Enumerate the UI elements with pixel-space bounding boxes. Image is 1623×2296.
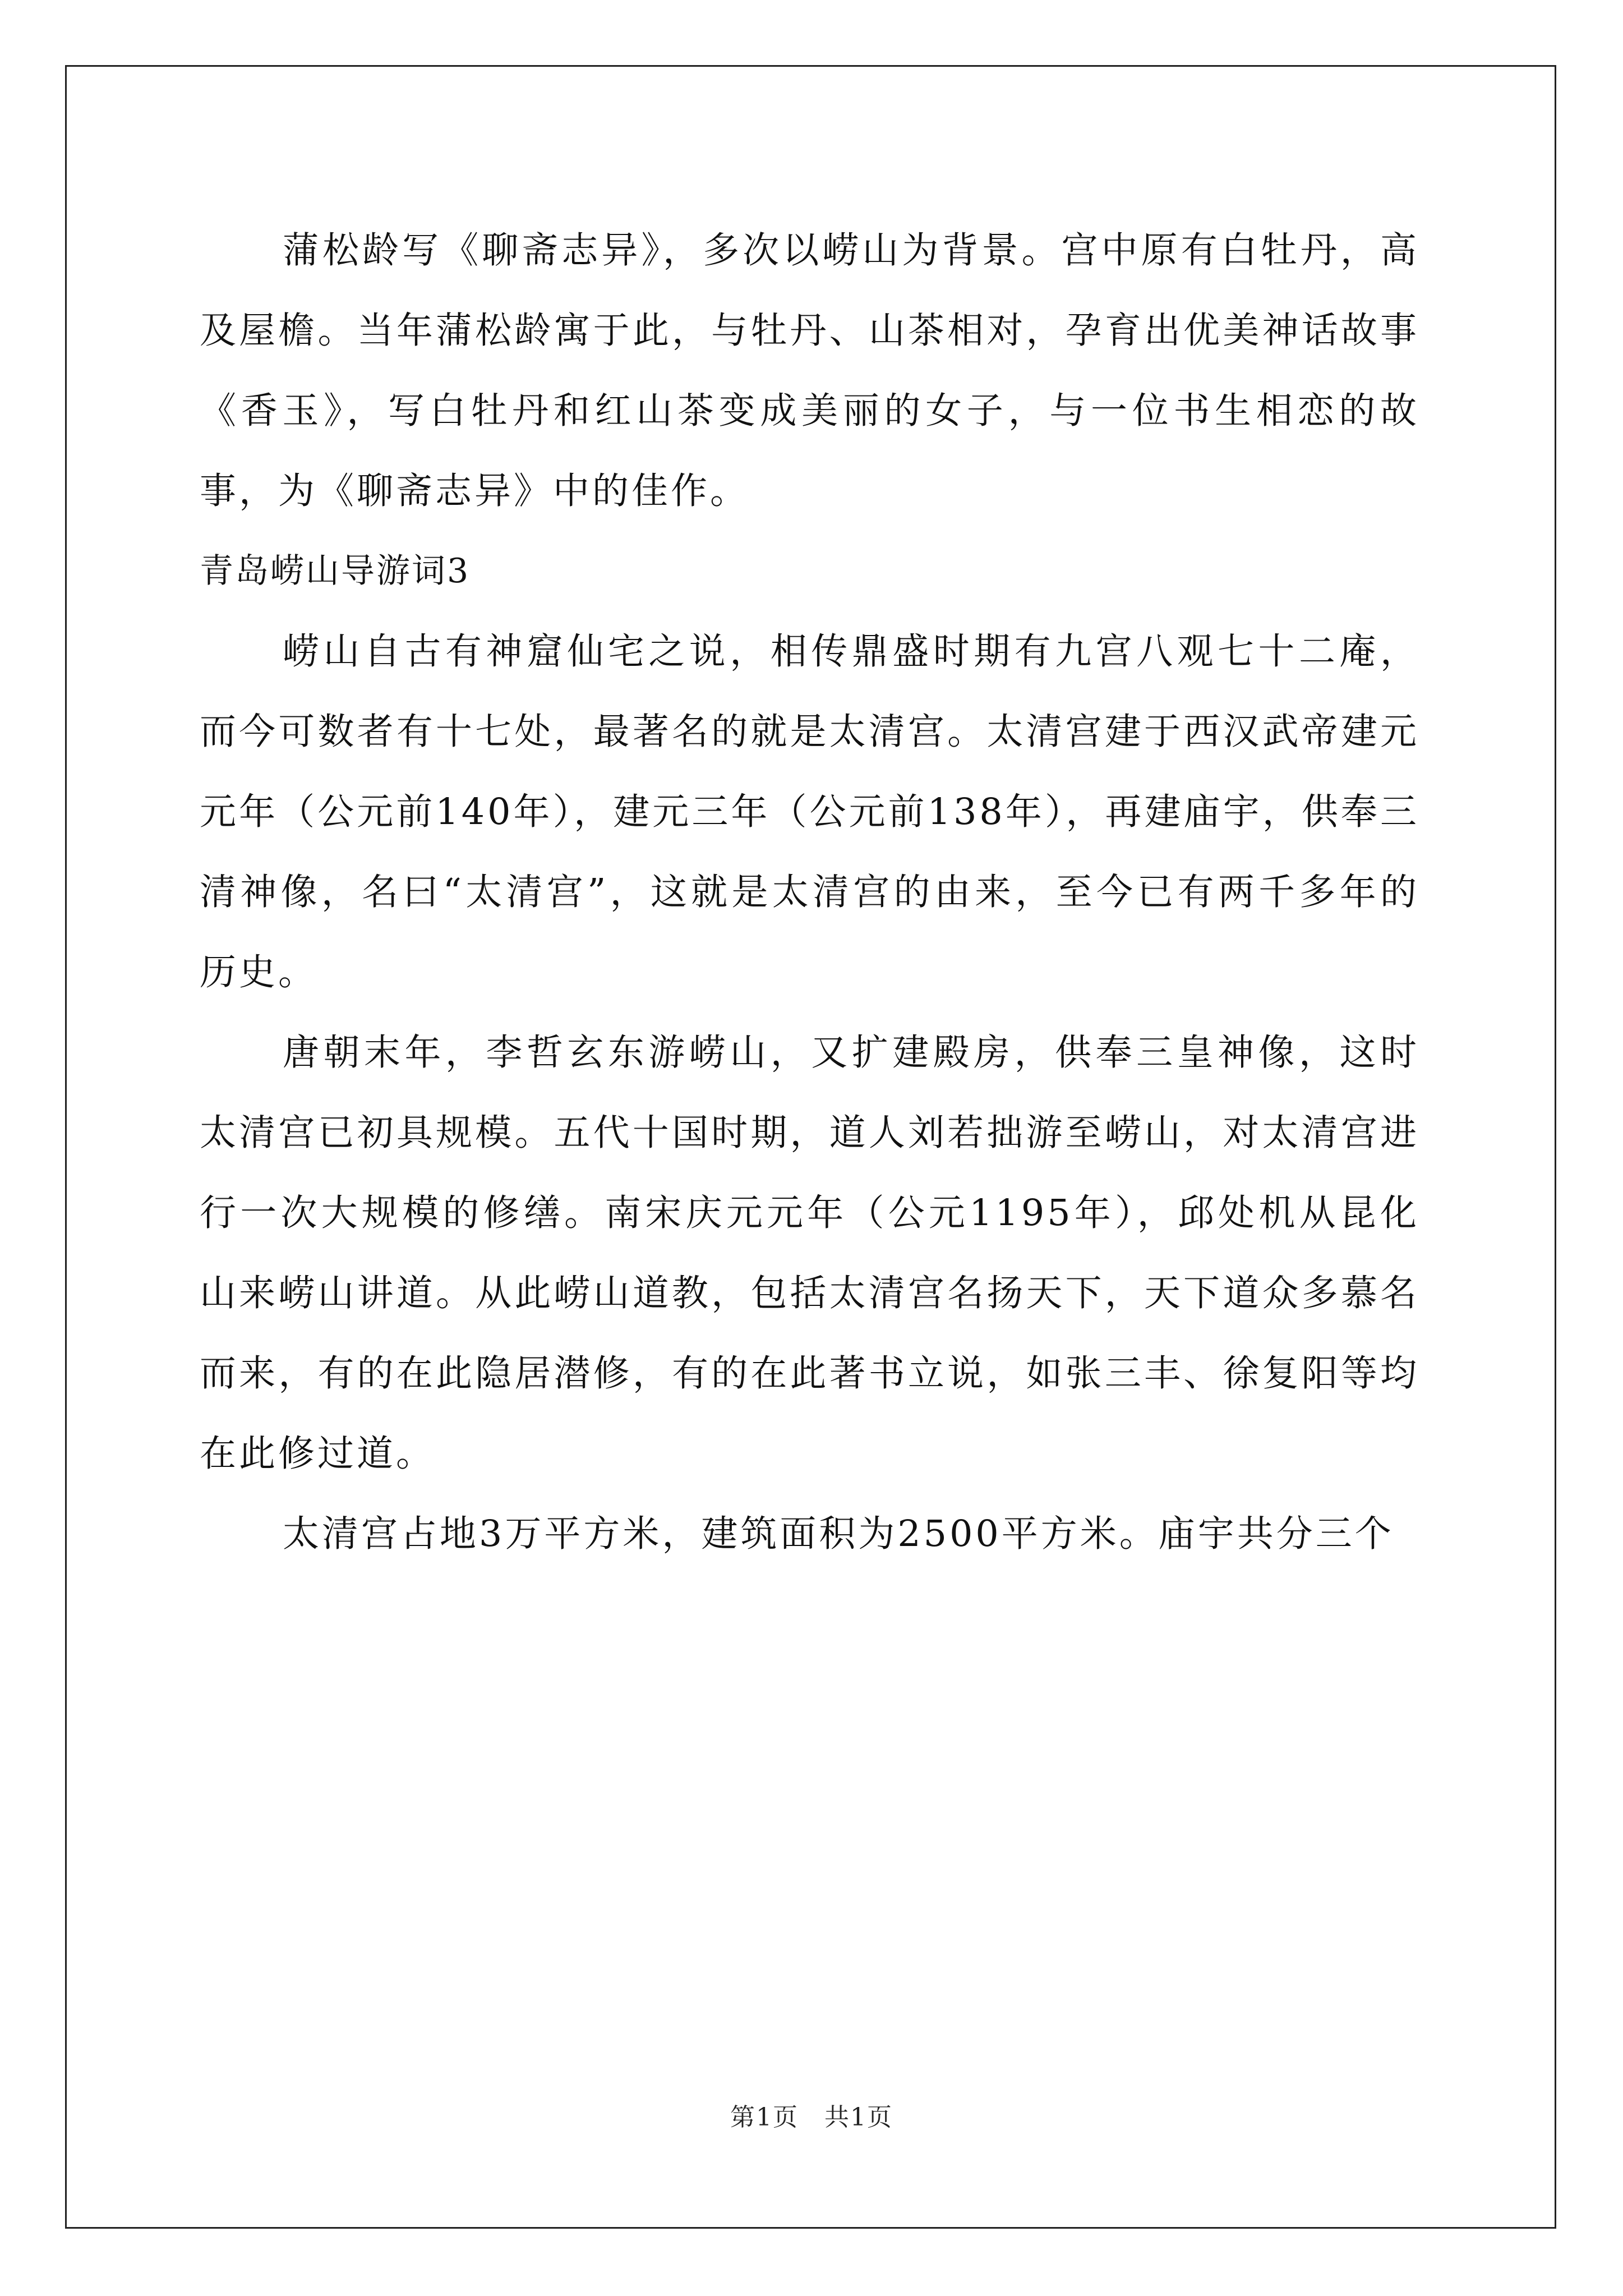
paragraph-taiqing-area: 太清宫占地3万平方米，建筑面积为2500平方米。庙宇共分三个	[283, 1513, 1394, 1555]
paragraph-pu-songling: 蒲松龄写《聊斋志异》，多次以崂山为背景。宫中原有白牡丹，高及屋檐。当年蒲松龄寓于此，与牡丹、山茶相对，孕育出优美神话故事《香玉》，写白牡丹和红山茶变成美丽的女子，与一位书生相恋的故事，为《聊斋志异》中的佳作。	[200, 229, 1419, 512]
document-body	[200, 210, 1419, 1574]
page-number-footer: 第1页 共1页	[730, 2103, 893, 2132]
section-heading: 青岛崂山导游词3	[200, 551, 471, 591]
paragraph-taiqing-history: 唐朝末年，李哲玄东游崂山，又扩建殿房，供奉三皇神像，这时太清宫已初具规模。五代十国时期，道人刘若拙游至崂山，对太清宫进行一次大规模的修缮。南宋庆元元年（公元1195年），邱处机从昆化山来崂山讲道。从此崂山道教，包括太清宫名扬天下，天下道众多慕名而来，有的在此隐居潜修，有的在此著书立说，如张三丰、徐复阳等均在此修过道。	[200, 1032, 1419, 1475]
paragraph-taiqing-origin: 崂山自古有神窟仙宅之说，相传鼎盛时期有九宫八观七十二庵，而今可数者有十七处，最著名的就是太清宫。太清宫建于西汉武帝建元元年（公元前140年），建元三年（公元前138年），再建庙宇，供奉三清神像，名曰“太清宫”，这就是太清宫的由来，至今已有两千多年的历史。	[200, 631, 1419, 993]
